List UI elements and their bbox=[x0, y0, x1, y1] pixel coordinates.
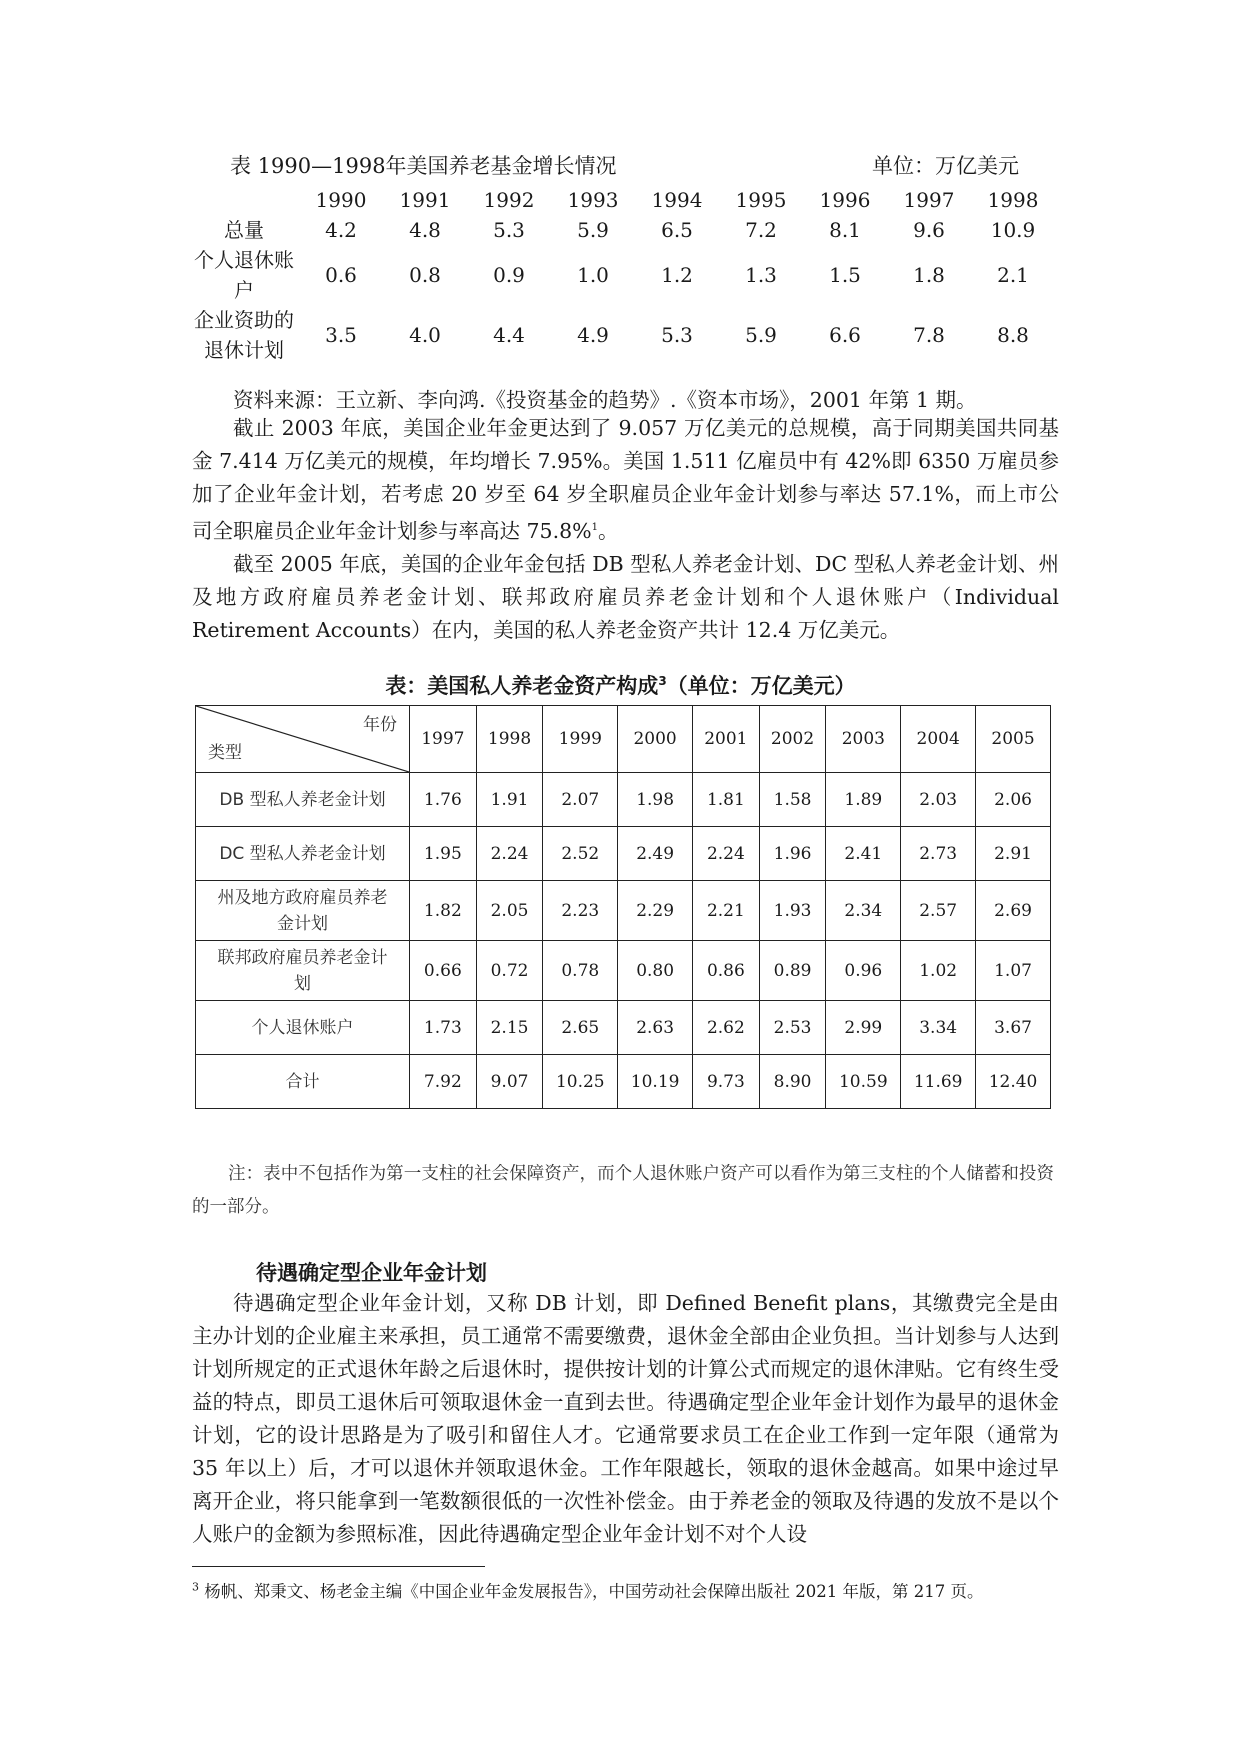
value-cell: 1.89 bbox=[826, 773, 901, 827]
table-row bbox=[189, 215, 1055, 245]
table2-title-text: 表：美国私人养老金资产构成 bbox=[385, 674, 659, 698]
table1-unit: 单位：万亿美元 bbox=[872, 154, 1019, 178]
table1-source: 资料来源：王立新、李向鸿.《投资基金的趋势》.《资本市场》，2001 年第 1 期。 bbox=[233, 388, 977, 412]
value-cell: 4.2 bbox=[325, 218, 357, 242]
value-cell: 1.96 bbox=[759, 827, 826, 881]
value-cell: 10.25 bbox=[543, 1055, 618, 1109]
table-row bbox=[196, 881, 1051, 941]
row-label-line: 合计 bbox=[285, 1071, 320, 1092]
value-cell: 1.0 bbox=[577, 263, 609, 287]
value-cell: 4.0 bbox=[409, 323, 441, 347]
value-cell: 12.40 bbox=[976, 1055, 1051, 1109]
value-cell: 1.91 bbox=[476, 773, 543, 827]
value-cell: 3.5 bbox=[325, 323, 357, 347]
row-label bbox=[196, 941, 410, 1001]
value-cell: 0.8 bbox=[409, 263, 441, 287]
value-cell: 0.78 bbox=[543, 941, 618, 1001]
value-cell: 9.6 bbox=[913, 218, 945, 242]
year-cell: 1994 bbox=[651, 188, 703, 212]
value-cell: 2.41 bbox=[826, 827, 901, 881]
value-cell: 0.9 bbox=[493, 263, 525, 287]
value-cell: 6.5 bbox=[661, 218, 693, 242]
table-row bbox=[189, 245, 1055, 305]
table-row bbox=[196, 773, 1051, 827]
table1-header-row bbox=[189, 185, 1055, 215]
value-cell: 5.9 bbox=[745, 323, 777, 347]
value-cell: 2.1 bbox=[997, 263, 1029, 287]
value-cell: 2.15 bbox=[476, 1001, 543, 1055]
year-cell: 2003 bbox=[826, 706, 901, 773]
table-row bbox=[196, 1001, 1051, 1055]
value-cell: 1.81 bbox=[693, 773, 760, 827]
table-row bbox=[189, 305, 1055, 365]
value-cell: 2.06 bbox=[976, 773, 1051, 827]
row-label-line: 州及地方政府雇员养老 bbox=[217, 887, 388, 908]
paragraph-text: 截止 2003 年底，美国企业年金更达到了 9.057 万亿美元的总规模，高于同期美国共同基金 7.414 万亿美元的规模，年均增长 7.95%。美国 1.511 亿雇员中有 42%即 6350 万雇员参加了企业年金计划，若考虑 20 岁至 64 岁全职雇员企业年金计划参与率达 57.1%，而上市公司全职雇员企业年金计划参与率高达 75.8% bbox=[192, 416, 1059, 543]
value-cell: 1.82 bbox=[410, 881, 477, 941]
value-cell: 8.8 bbox=[997, 323, 1029, 347]
value-cell: 2.34 bbox=[826, 881, 901, 941]
value-cell: 2.62 bbox=[693, 1001, 760, 1055]
year-cell: 1991 bbox=[399, 188, 451, 212]
corner-type-label: 类型 bbox=[208, 743, 242, 763]
footnote-mark: 1 bbox=[591, 522, 599, 533]
value-cell: 5.3 bbox=[493, 218, 525, 242]
value-cell: 2.99 bbox=[826, 1001, 901, 1055]
value-cell: 1.93 bbox=[759, 881, 826, 941]
value-cell: 4.4 bbox=[493, 323, 525, 347]
value-cell: 7.92 bbox=[410, 1055, 477, 1109]
value-cell: 10.59 bbox=[826, 1055, 901, 1109]
row-label bbox=[189, 305, 299, 365]
row-label-line: 划 bbox=[294, 973, 311, 994]
row-label bbox=[189, 245, 299, 305]
value-cell: 2.73 bbox=[901, 827, 976, 881]
row-label-line: 金计划 bbox=[277, 913, 328, 934]
row-label-line: 户 bbox=[234, 278, 254, 302]
corner-cell bbox=[196, 706, 410, 773]
value-cell: 0.89 bbox=[759, 941, 826, 1001]
value-cell: 1.07 bbox=[976, 941, 1051, 1001]
row-label bbox=[196, 881, 410, 941]
value-cell: 2.21 bbox=[693, 881, 760, 941]
year-cell: 1996 bbox=[819, 188, 871, 212]
value-cell: 3.67 bbox=[976, 1001, 1051, 1055]
year-cell: 2004 bbox=[901, 706, 976, 773]
paragraph bbox=[192, 412, 1059, 548]
pension-growth-table bbox=[189, 185, 1055, 365]
year-cell: 1997 bbox=[903, 188, 955, 212]
row-label-line: 退休计划 bbox=[204, 338, 284, 362]
value-cell: 2.52 bbox=[543, 827, 618, 881]
value-cell: 1.76 bbox=[410, 773, 477, 827]
value-cell: 0.80 bbox=[618, 941, 693, 1001]
value-cell: 0.66 bbox=[410, 941, 477, 1001]
section-heading: 待遇确定型企业年金计划 bbox=[256, 1261, 487, 1285]
value-cell: 2.57 bbox=[901, 881, 976, 941]
footnote-mark: 3 bbox=[192, 1580, 199, 1594]
value-cell: 2.23 bbox=[543, 881, 618, 941]
value-cell: 0.86 bbox=[693, 941, 760, 1001]
value-cell: 0.96 bbox=[826, 941, 901, 1001]
footnote-divider bbox=[192, 1566, 485, 1567]
value-cell: 1.8 bbox=[913, 263, 945, 287]
value-cell: 8.1 bbox=[829, 218, 861, 242]
value-cell: 7.2 bbox=[745, 218, 777, 242]
value-cell: 2.05 bbox=[476, 881, 543, 941]
value-cell: 5.3 bbox=[661, 323, 693, 347]
paragraph-text: 。 bbox=[598, 518, 619, 543]
value-cell: 2.65 bbox=[543, 1001, 618, 1055]
table-row bbox=[196, 941, 1051, 1001]
value-cell: 1.5 bbox=[829, 263, 861, 287]
body-text-block bbox=[192, 412, 1059, 647]
row-label-line: 个人退休账户 bbox=[251, 1017, 354, 1038]
value-cell: 1.2 bbox=[661, 263, 693, 287]
footnote bbox=[192, 1578, 983, 1602]
value-cell: 9.07 bbox=[476, 1055, 543, 1109]
table2-note bbox=[192, 1158, 1054, 1224]
year-cell: 2000 bbox=[618, 706, 693, 773]
footnote-text: 杨帆、郑秉文、杨老金主编《中国企业年金发展报告》，中国劳动社会保障出版社 2021 年版，第 217 页。 bbox=[199, 1582, 984, 1601]
value-cell: 5.9 bbox=[577, 218, 609, 242]
value-cell: 1.58 bbox=[759, 773, 826, 827]
year-cell: 1997 bbox=[410, 706, 477, 773]
table2-title-unit: （单位：万亿美元） bbox=[666, 674, 856, 698]
note-text: 注：表中不包括作为第一支柱的社会保障资产，而个人退休账户资产可以看作为第三支柱的个人储蓄和投资的一部分。 bbox=[192, 1164, 1054, 1217]
value-cell: 3.34 bbox=[901, 1001, 976, 1055]
row-label bbox=[196, 1001, 410, 1055]
value-cell: 1.02 bbox=[901, 941, 976, 1001]
year-cell: 1998 bbox=[987, 188, 1039, 212]
value-cell: 9.73 bbox=[693, 1055, 760, 1109]
value-cell: 11.69 bbox=[901, 1055, 976, 1109]
year-cell: 1993 bbox=[567, 188, 619, 212]
table1-title: 表 1990—1998年美国养老基金增长情况 bbox=[230, 154, 617, 178]
table-row bbox=[196, 827, 1051, 881]
value-cell: 1.95 bbox=[410, 827, 477, 881]
value-cell: 10.19 bbox=[618, 1055, 693, 1109]
value-cell: 1.3 bbox=[745, 263, 777, 287]
value-cell: 0.6 bbox=[325, 263, 357, 287]
table2-header-row bbox=[196, 706, 1051, 773]
value-cell: 2.03 bbox=[901, 773, 976, 827]
value-cell: 4.9 bbox=[577, 323, 609, 347]
value-cell: 2.53 bbox=[759, 1001, 826, 1055]
value-cell: 2.49 bbox=[618, 827, 693, 881]
value-cell: 10.9 bbox=[990, 218, 1036, 242]
row-label bbox=[196, 827, 410, 881]
row-label bbox=[196, 1055, 410, 1109]
year-cell: 1995 bbox=[735, 188, 787, 212]
year-cell: 1990 bbox=[315, 188, 367, 212]
year-cell: 2005 bbox=[976, 706, 1051, 773]
value-cell: 8.90 bbox=[759, 1055, 826, 1109]
value-cell: 7.8 bbox=[913, 323, 945, 347]
year-cell: 1992 bbox=[483, 188, 535, 212]
section-body bbox=[192, 1287, 1059, 1551]
paragraph: 截至 2005 年底，美国的企业年金包括 DB 型私人养老金计划、DC 型私人养老金计划、州及地方政府雇员养老金计划、联邦政府雇员养老金计划和个人退休账户（Individual Retirement Accounts）在内，美国的私人养老金资产共计 12.4 万亿美元。 bbox=[192, 551, 1059, 642]
corner-year-label: 年份 bbox=[363, 715, 397, 735]
value-cell: 2.69 bbox=[976, 881, 1051, 941]
row-label-line: 企业资助的 bbox=[194, 308, 294, 332]
private-pension-assets-table bbox=[195, 705, 1051, 1109]
year-cell: 2001 bbox=[693, 706, 760, 773]
row-label-line: DB 型私人养老金计划 bbox=[219, 789, 386, 810]
value-cell: 2.07 bbox=[543, 773, 618, 827]
row-label bbox=[196, 773, 410, 827]
footnote-mark: 3 bbox=[658, 674, 667, 688]
year-cell: 2002 bbox=[759, 706, 826, 773]
value-cell: 1.73 bbox=[410, 1001, 477, 1055]
row-label-line: 个人退休账 bbox=[194, 248, 294, 272]
value-cell: 2.24 bbox=[693, 827, 760, 881]
value-cell: 2.29 bbox=[618, 881, 693, 941]
year-cell: 1999 bbox=[543, 706, 618, 773]
row-label-line: 联邦政府雇员养老金计 bbox=[217, 947, 388, 968]
paragraph: 待遇确定型企业年金计划，又称 DB 计划，即 Defined Benefit plans，其缴费完全是由主办计划的企业雇主来承担，员工通常不需要缴费，退休金全部由企业负担。当计划参与人达到计划所规定的正式退休年龄之后退休时，提供按计划的计算公式而规定的退休津贴。它有终生受益的特点，即员工退休后可领取退休金一直到去世。待遇确定型企业年金计划作为最早的退休金计划，它的设计思路是为了吸引和留住人才。它通常要求员工在企业工作到一定年限（通常为 35 年以上）后，才可以退休并领取退休金。工作年限越长，领取的退休金越高。如果中途过早离开企业，将只能拿到一笔数额很低的一次性补偿金。由于养老金的领取及待遇的发放不是以个人账户的金额为参照标准，因此待遇确定型企业年金计划不对个人设 bbox=[192, 1291, 1059, 1546]
value-cell: 2.91 bbox=[976, 827, 1051, 881]
value-cell: 2.63 bbox=[618, 1001, 693, 1055]
row-label-line: DC 型私人养老金计划 bbox=[219, 843, 386, 864]
row-label: 总量 bbox=[224, 218, 264, 242]
value-cell: 6.6 bbox=[829, 323, 861, 347]
value-cell: 2.24 bbox=[476, 827, 543, 881]
year-cell: 1998 bbox=[476, 706, 543, 773]
value-cell: 1.98 bbox=[618, 773, 693, 827]
table2-title bbox=[0, 670, 1241, 700]
value-cell: 4.8 bbox=[409, 218, 441, 242]
table-total-row bbox=[196, 1055, 1051, 1109]
value-cell: 0.72 bbox=[476, 941, 543, 1001]
